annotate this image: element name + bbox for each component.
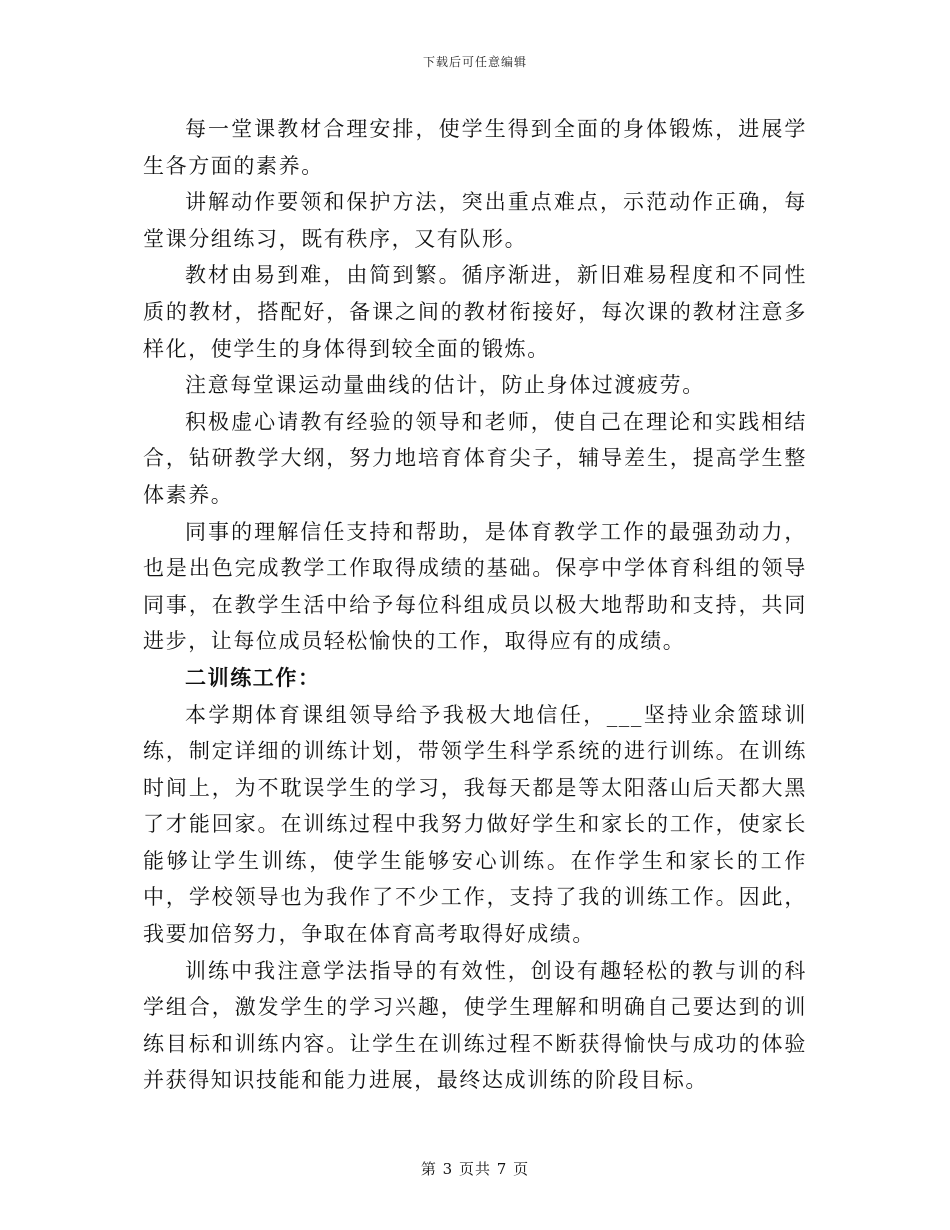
paragraph-4: 注意每堂课运动量曲线的估计，防止身体过渡疲劳。 — [185, 373, 705, 398]
page-header: 下载后可任意编辑 — [422, 55, 527, 69]
paragraph-2: 讲解动作要领和保护方法，突出重点难点，示范动作正确，每堂课分组练习，既有秩序，又有队形。 — [143, 190, 807, 251]
section-heading-training: 二训练工作： — [185, 664, 321, 690]
paragraph-8: 训练中我注意学法指导的有效性，创设有趣轻松的教与训的科学组合，激发学生的学习兴趣，使学生理解和明确自己要达到的训练目标和训练内容。让学生在训练过程不断获得愉快与成功的体验并获得知识技能和能力进展，最终达成训练的阶段目标。 — [143, 958, 807, 1093]
page-footer: 第 3 页共 7 页 — [420, 1160, 530, 1178]
paragraph-5: 积极虚心请教有经验的领导和老师，使自己在理论和实践相结合，钻研教学大纲，努力地培育体育尖子，辅导差生，提高学生整体素养。 — [143, 409, 807, 507]
document-body — [143, 111, 807, 1099]
paragraph-3: 教材由易到难，由简到繁。循序渐进，新旧难易程度和不同性质的教材，搭配好，备课之间的教材衔接好，每次课的教材注意多样化，使学生的身体得到较全面的锻炼。 — [143, 263, 807, 361]
paragraph-6: 同事的理解信任支持和帮助，是体育教学工作的最强劲动力，也是出色完成教学工作取得成绩的基础。保亭中学体育科组的领导同事，在教学生活中给予每位科组成员以极大地帮助和支持，共同进步，让每位成员轻松愉快的工作，取得应有的成绩。 — [143, 519, 807, 654]
paragraph-1: 每一堂课教材合理安排，使学生得到全面的身体锻炼，进展学生各方面的素养。 — [143, 117, 807, 178]
paragraph-7: 本学期体育课组领导给予我极大地信任，___坚持业余篮球训练，制定详细的训练计划，带领学生科学系统的进行训练。在训练时间上，为不耽误学生的学习，我每天都是等太阳落山后天都大黑了才能回家。在训练过程中我努力做好学生和家长的工作，使家长能够让学生训练，使学生能够安心训练。在作学生和家长的工作中，学校领导也为我作了不少工作，支持了我的训练工作。因此，我要加倍努力，争取在体育高考取得好成绩。 — [143, 702, 807, 947]
